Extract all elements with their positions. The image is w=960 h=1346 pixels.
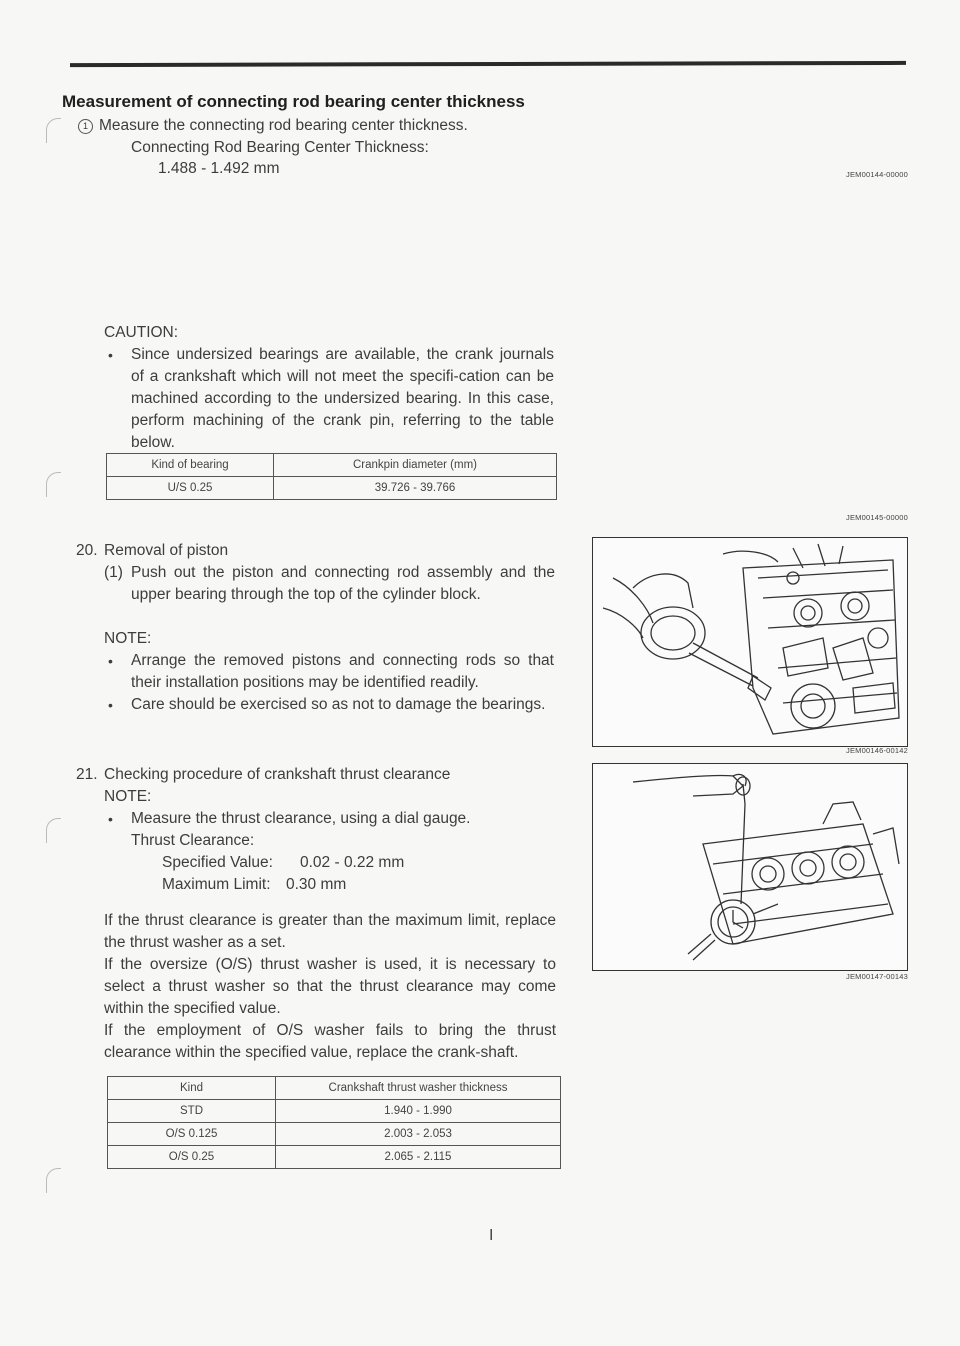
table-row (107, 477, 557, 500)
maximum-value: 0.30 mm (286, 876, 347, 893)
table-cell: O/S 0.125 (108, 1123, 276, 1146)
note-list (104, 808, 554, 830)
note-item: • Arrange the removed pistons and connecting rods so that their installation positions may be identified readily. (104, 650, 554, 694)
circled-number-icon: 1 (78, 119, 93, 134)
spec-label: Connecting Rod Bearing Center Thickness: (131, 139, 429, 156)
step-1-text: 1 Measure the connecting rod bearing center thickness. (78, 115, 468, 137)
piston-removal-figure (592, 537, 908, 747)
section-title: Measurement of connecting rod bearing center thickness (62, 92, 525, 111)
specified-label: Specified Value: (162, 854, 273, 871)
note-title: NOTE: (104, 630, 152, 647)
step-20-title: Removal of piston (104, 542, 229, 559)
margin-mark (46, 472, 61, 497)
figure-code: JEM00145-00000 (846, 513, 909, 522)
figure-code: JEM00146-00142 (846, 746, 909, 755)
thrust-washer-table (107, 1076, 561, 1169)
dial-gauge-illustration (593, 764, 907, 970)
table-cell: 2.003 - 2.053 (276, 1123, 561, 1146)
margin-mark (46, 118, 61, 143)
note-title: NOTE: (104, 788, 152, 805)
specified-value: 0.02 - 0.22 mm (300, 854, 405, 871)
table-header-row (108, 1077, 561, 1100)
table-cell: 2.065 - 2.115 (276, 1146, 561, 1169)
margin-mark (46, 1168, 61, 1193)
table-row (108, 1100, 561, 1123)
caution-list (104, 344, 554, 454)
step-21-number: 21. (76, 766, 98, 783)
paragraph: If the oversize (O/S) thrust washer is used, it is necessary to select a thrust washer so that the thrust clearance may come within the specified value. (104, 956, 556, 1017)
note-item: • Care should be exercised so as not to damage the bearings. (104, 694, 554, 716)
spec-value: 1.488 - 1.492 mm (158, 160, 280, 177)
table-header-row (107, 454, 557, 477)
table-header-cell: Kind (108, 1077, 276, 1100)
caution-title: CAUTION: (104, 324, 179, 341)
engine-block-illustration (593, 538, 907, 746)
figure-code: JEM00147-00143 (846, 972, 909, 981)
table-header-cell: Kind of bearing (107, 454, 274, 477)
top-rule (70, 61, 906, 67)
step-21-title: Checking procedure of crankshaft thrust clearance (104, 766, 451, 783)
spec-label: Thrust Clearance: (131, 832, 255, 849)
page-number: I (489, 1227, 494, 1244)
maximum-label: Maximum Limit: (162, 876, 271, 893)
figure-code: JEM00144-00000 (846, 170, 909, 179)
paragraph: If the employment of O/S washer fails to bring the thrust clearance within the specified value, replace the crank-shaft. (104, 1022, 556, 1061)
table-cell: O/S 0.25 (108, 1146, 276, 1169)
table-row (108, 1123, 561, 1146)
table-header-cell: Crankshaft thrust washer thickness (276, 1077, 561, 1100)
table-cell: 39.726 - 39.766 (274, 477, 557, 500)
note-item: • Measure the thrust clearance, using a dial gauge. (104, 808, 554, 830)
step-20-number: 20. (76, 542, 98, 559)
note-list (104, 650, 554, 716)
crankpin-table (106, 453, 557, 500)
paragraph: If the thrust clearance is greater than the maximum limit, replace the thrust washer as a set. (104, 912, 556, 951)
table-header-cell: Crankpin diameter (mm) (274, 454, 557, 477)
table-cell: U/S 0.25 (107, 477, 274, 500)
table-cell: 1.940 - 1.990 (276, 1100, 561, 1123)
step-20-sub-text: Push out the piston and connecting rod assembly and the upper bearing through the top of the cylinder block. (131, 564, 555, 603)
margin-mark (46, 818, 61, 843)
table-row (108, 1146, 561, 1169)
step-20-sub-number: (1) (104, 564, 123, 581)
table-cell: STD (108, 1100, 276, 1123)
caution-text: • Since undersized bearings are available, the crank journals of a crankshaft which will not meet the specifi-cation can be machined according to the undersized bearing. In this case, perform machining of the crank pin, referring to the table below. (104, 344, 554, 454)
dial-gauge-figure (592, 763, 908, 971)
